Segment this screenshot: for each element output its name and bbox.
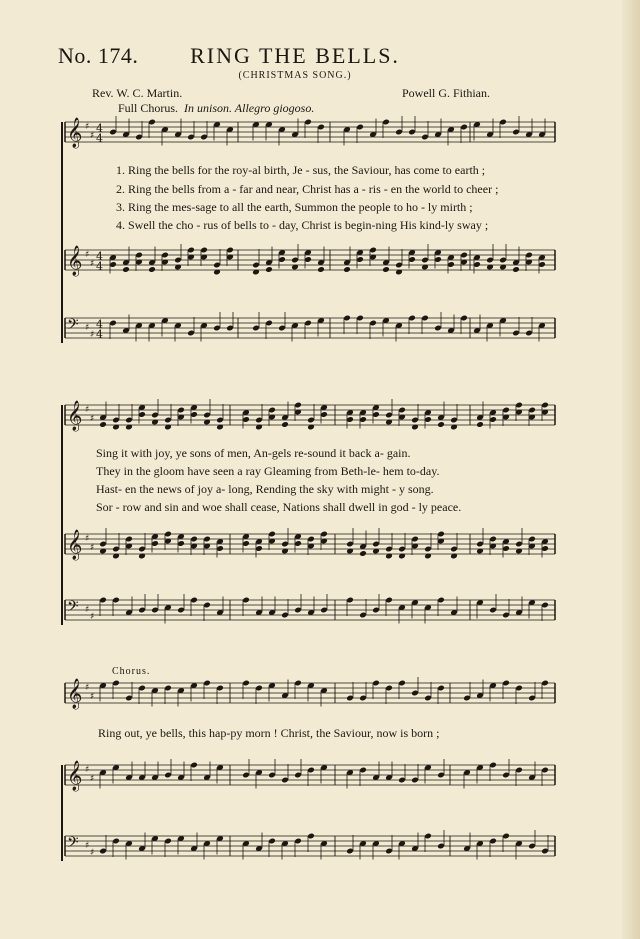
time-signature-top: 4 <box>96 318 103 331</box>
chorus-lyrics: Ring out, ye bells, this hap-py morn ! Christ, the Saviour, now is born ; <box>98 726 440 740</box>
verse-3-line-2: Hast- en the news of joy a- long, Rending the sky with might - y song. <box>96 482 434 496</box>
sharp-icon: ♯ <box>90 612 95 622</box>
sharp-icon: ♯ <box>90 131 95 141</box>
time-signature-bottom: 4 <box>96 132 103 145</box>
sharp-icon: ♯ <box>85 534 90 544</box>
bass-clef-icon: 𝄢 <box>67 598 79 619</box>
note-head <box>281 421 289 428</box>
note-head <box>148 266 156 273</box>
hymn-composer: Powell G. Fithian. <box>402 86 491 100</box>
sharp-icon: ♯ <box>85 405 90 415</box>
treble-clef-icon: 𝄞 <box>67 118 83 148</box>
note-head <box>317 266 325 273</box>
time-signature-bottom: 4 <box>96 328 103 341</box>
sharp-icon: ♯ <box>85 841 90 851</box>
sharp-icon: ♯ <box>90 330 95 340</box>
verse-2-line-1: 2. Ring the bells from a - far and near, Christ has a - ris - en the world to cheer ; <box>116 182 499 196</box>
sharp-icon: ♯ <box>90 848 95 858</box>
treble-clef-icon: 𝄞 <box>67 401 83 431</box>
verse-4-line-1: 4. Swell the cho - rus of bells to - day, Christ is begin-ning His kind-ly sway ; <box>116 218 489 232</box>
time-signature-top: 4 <box>96 122 103 135</box>
hymn-subtitle: (CHRISTMAS SONG.) <box>238 70 352 81</box>
bass-clef-icon: 𝄢 <box>67 316 79 337</box>
sharp-icon: ♯ <box>85 323 90 333</box>
sharp-icon: ♯ <box>90 774 95 784</box>
direction-text: In unison. Allegro giogoso. <box>184 101 315 115</box>
time-signature-bottom: 4 <box>96 260 103 273</box>
note-head <box>437 421 445 428</box>
treble-clef-icon: 𝄞 <box>67 679 83 709</box>
treble-clef-icon: 𝄞 <box>67 530 83 560</box>
sharp-icon: ♯ <box>85 683 90 693</box>
sharp-icon: ♯ <box>85 605 90 615</box>
verse-4-line-2: Sor - row and sin and woe shall cease, Nations shall dwell in god - ly peace. <box>96 500 462 514</box>
treble-clef-icon: 𝄞 <box>67 761 83 791</box>
verse-1-line-2: Sing it with joy, ye sons of men, An-gels re-sound it back a- gain. <box>96 446 411 460</box>
note-head <box>122 266 130 273</box>
sharp-icon: ♯ <box>90 692 95 702</box>
hymn-author: Rev. W. C. Martin. <box>92 86 183 100</box>
note-head <box>343 266 351 273</box>
verse-1-line-1: 1. Ring the bells for the roy-al birth, Je - sus, the Saviour, has come to earth ; <box>116 163 486 177</box>
sharp-icon: ♯ <box>90 543 95 553</box>
note-head <box>476 421 484 428</box>
sharp-icon: ♯ <box>85 765 90 775</box>
sharp-icon: ♯ <box>85 122 90 132</box>
note-head <box>359 550 367 557</box>
verse-3-line-1: 3. Ring the mes-sage to all the earth, Summon the people to ho - ly mirth ; <box>116 200 473 214</box>
note-head <box>512 266 520 273</box>
hymn-number: No. 174. <box>58 43 139 68</box>
bass-clef-icon: 𝄢 <box>67 834 79 855</box>
verse-2-line-2: They in the gloom have seen a ray Gleaming from Beth-le- hem to-day. <box>96 464 440 478</box>
note-head <box>99 421 107 428</box>
note-head <box>265 266 273 273</box>
sharp-icon: ♯ <box>90 414 95 424</box>
sharp-icon: ♯ <box>90 259 95 269</box>
time-signature-top: 4 <box>96 250 103 263</box>
sharp-icon: ♯ <box>85 250 90 260</box>
chorus-label: Chorus. <box>112 666 151 677</box>
treble-clef-icon: 𝄞 <box>67 246 83 276</box>
hymn-title: RING THE BELLS. <box>190 43 400 68</box>
note-head <box>382 266 390 273</box>
direction-label: Full Chorus. <box>118 101 179 115</box>
